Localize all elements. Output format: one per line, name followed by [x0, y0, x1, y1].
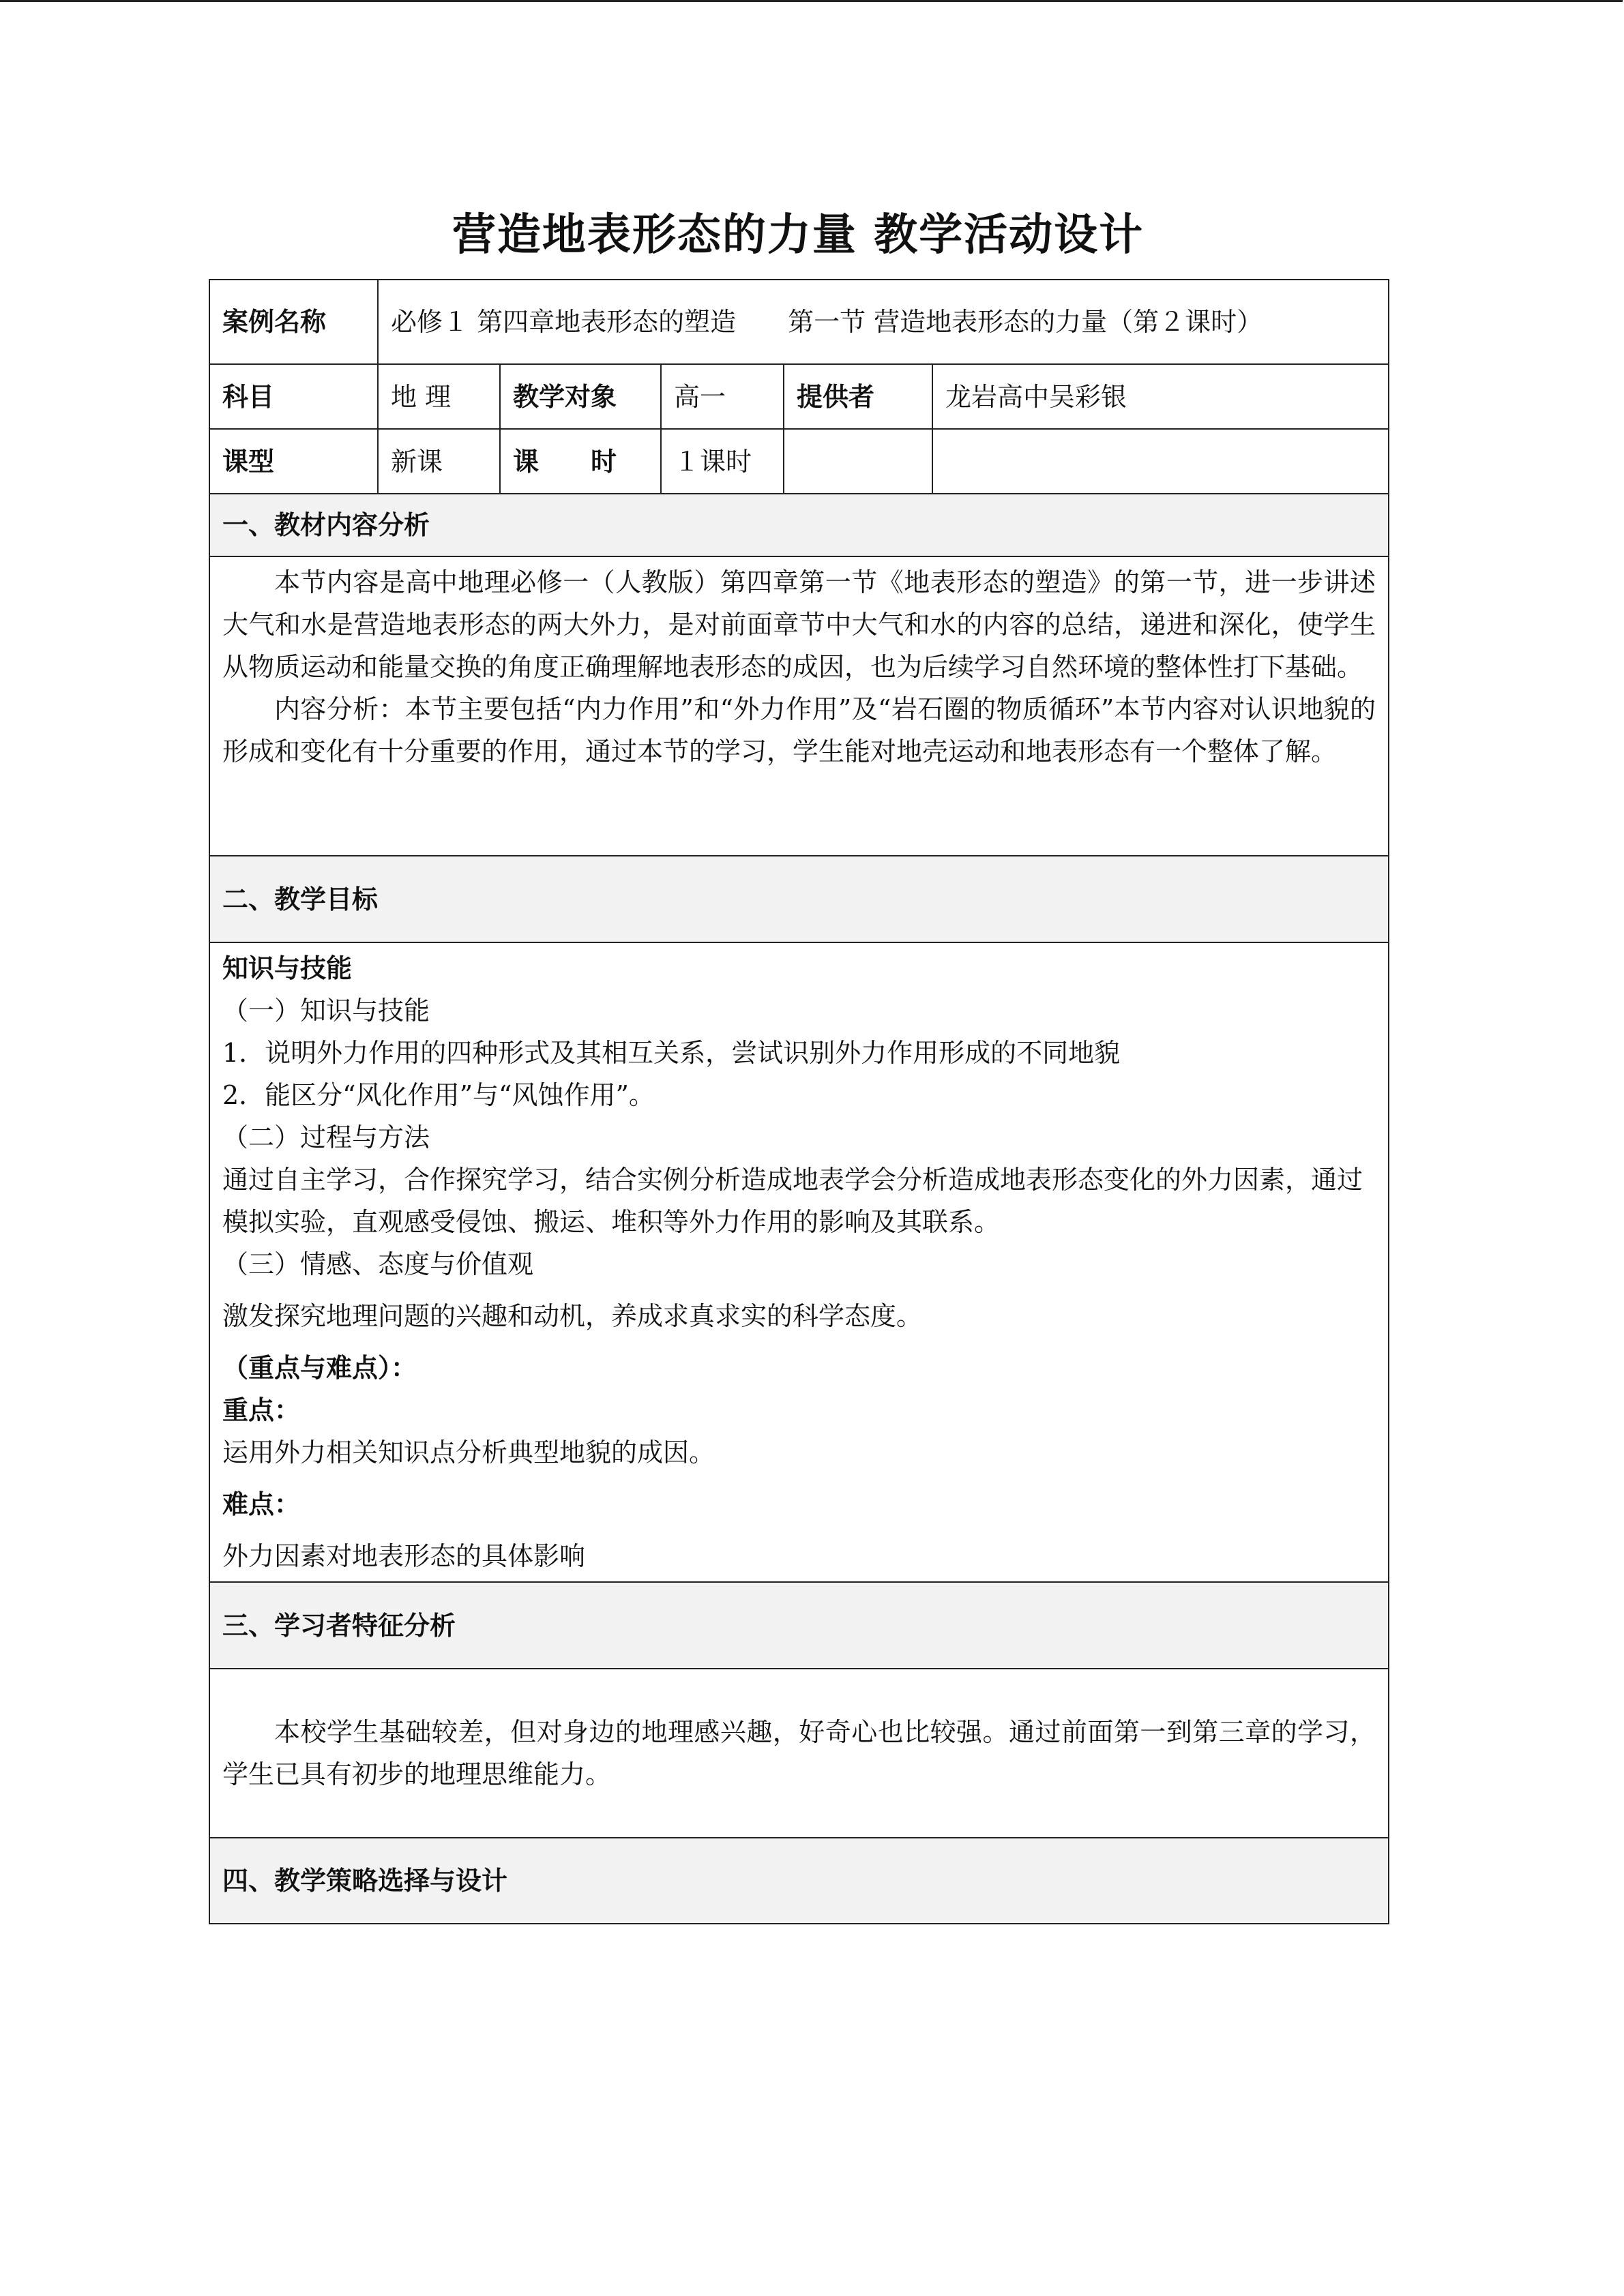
section1-body-row [209, 556, 1389, 856]
focus-label: 重点： [222, 1395, 301, 1425]
process-text: 通过自主学习，合作探究学习，结合实例分析造成地表学会分析造成地表形态变化的外力因素，通过模拟实验，直观感受侵蚀、搬运、堆积等外力作用的影响及其联系。 [222, 1165, 1363, 1237]
section1-body [209, 556, 1389, 856]
subject-value: 地 理 [378, 364, 500, 429]
target-label: 教学对象 [500, 364, 661, 429]
hours-label: 课 时 [500, 429, 661, 494]
objective-item-2: 2．能区分“风化作用”与“风蚀作用”。 [222, 1080, 655, 1110]
section3-body [209, 1669, 1389, 1838]
knowledge-heading: 知识与技能 [222, 953, 353, 983]
subject-label: 科目 [209, 364, 378, 429]
section1-heading: 一、教材内容分析 [209, 494, 1389, 556]
section4-heading-row [209, 1838, 1389, 1924]
type-value: 新课 [378, 429, 500, 494]
type-label: 课型 [209, 429, 378, 494]
empty-cell [784, 429, 932, 494]
case-name-row [209, 280, 1389, 364]
section2-body [209, 942, 1389, 1582]
section3-body-row [209, 1669, 1389, 1838]
section3-text: 本校学生基础较差，但对身边的地理感兴趣，好奇心也比较强。通过前面第一到第三章的学习，学生已具有初步的地理思维能力。 [222, 1717, 1376, 1789]
emotion-subheading: （三）情感、态度与价值观 [222, 1249, 534, 1279]
subject-row [209, 364, 1389, 429]
objective-item-1: 1．说明外力作用的四种形式及其相互关系，尝试识别外力作用形成的不同地貌 [222, 1038, 1121, 1068]
empty-cell [932, 429, 1389, 494]
knowledge-subheading: （一）知识与技能 [222, 996, 430, 1026]
hours-value: １课时 [661, 429, 784, 494]
section3-heading-row [209, 1582, 1389, 1669]
process-subheading: （二）过程与方法 [222, 1122, 430, 1152]
key-points-heading: （重点与难点）： [222, 1353, 417, 1383]
section2-heading: 二、教学目标 [209, 856, 1389, 942]
target-value: 高一 [661, 364, 784, 429]
focus-text: 运用外力相关知识点分析典型地貌的成因。 [222, 1437, 715, 1467]
document-title: 营造地表形态的力量 教学活动设计 [452, 210, 1145, 260]
case-name-label: 案例名称 [209, 280, 378, 364]
section1-paragraph-2: 内容分析：本节主要包括“内力作用”和“外力作用”及“岩石圈的物质循环”本节内容对认识地貌的形成和变化有十分重要的作用，通过本节的学习，学生能对地壳运动和地表形态有一个整体了解。 [222, 694, 1376, 766]
provider-label: 提供者 [784, 364, 932, 429]
section4-heading: 四、教学策略选择与设计 [209, 1838, 1389, 1924]
section3-heading: 三、学习者特征分析 [209, 1582, 1389, 1669]
emotion-text: 激发探究地理问题的兴趣和动机，养成求真求实的科学态度。 [222, 1301, 923, 1331]
section1-paragraph-1: 本节内容是高中地理必修一（人教版）第四章第一节《地表形态的塑造》的第一节，进一步讲述大气和水是营造地表形态的两大外力，是对前面章节中大气和水的内容的总结，递进和深化，使学生从物质运动和能量交换的角度正确理解地表形态的成因，也为后续学习自然环境的整体性打下基础。 [222, 567, 1376, 682]
type-row [209, 429, 1389, 494]
section1-heading-row [209, 494, 1389, 556]
difficulty-text: 外力因素对地表形态的具体影响 [222, 1541, 586, 1571]
section2-heading-row [209, 856, 1389, 942]
case-name-value: 必修１ 第四章地表形态的塑造 第一节 营造地表形态的力量（第２课时） [378, 280, 1389, 364]
page-top-border [0, 0, 1623, 3]
section2-body-row [209, 942, 1389, 1582]
provider-value: 龙岩高中吴彩银 [932, 364, 1389, 429]
lesson-plan-table [209, 279, 1389, 1924]
difficulty-label: 难点： [222, 1489, 301, 1519]
